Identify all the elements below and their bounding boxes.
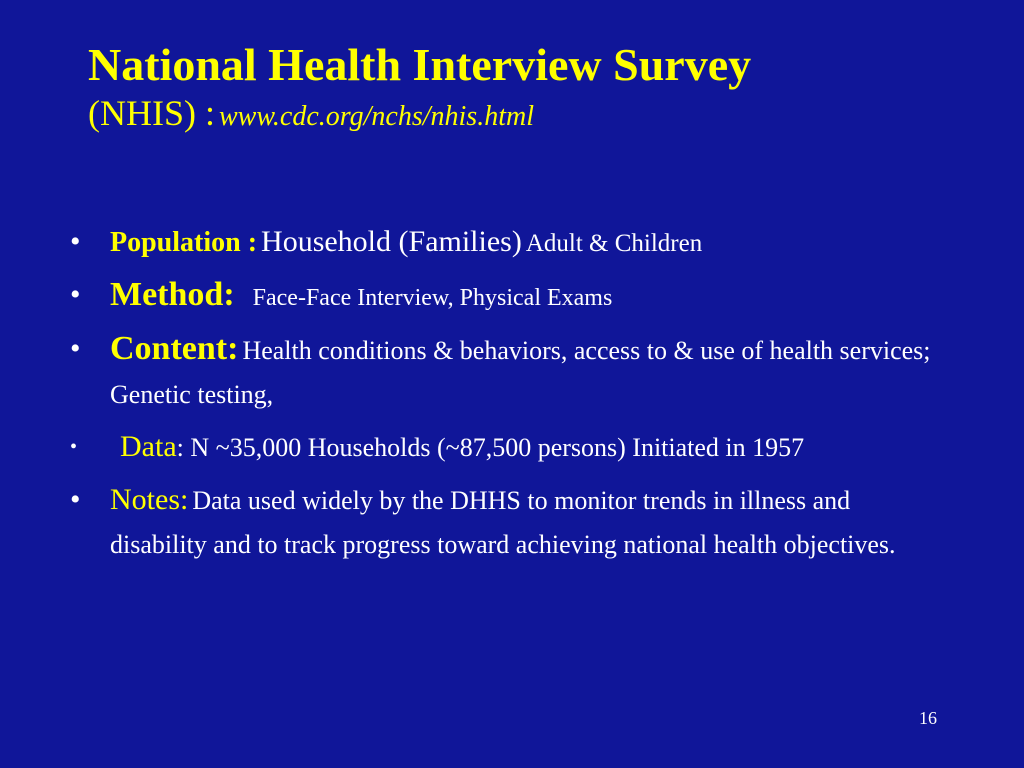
slide-title — [88, 38, 988, 134]
title-acronym: (NHIS) : — [88, 92, 215, 133]
bullet-content — [70, 329, 950, 419]
data-text: : N ~35,000 Households (~87,500 persons) Initiated in 1957 — [176, 433, 805, 462]
population-main: Household (Families) — [261, 225, 522, 258]
content-text: Health conditions & behaviors, access to & use of health services; Genetic testing, — [110, 336, 931, 409]
bullet-dot: • — [70, 332, 81, 365]
page-number: 16 — [919, 708, 937, 728]
notes-text: Data used widely by the DHHS to monitor trends in illness and disability and to track progress toward achieving national health objectives. — [110, 486, 896, 559]
title-line-2 — [88, 92, 988, 134]
data-label: Data — [120, 430, 177, 463]
bullet-notes — [70, 480, 950, 569]
population-label: Population : — [110, 227, 258, 258]
population-extra: Adult & Children — [525, 230, 703, 257]
bullet-dot: • — [70, 225, 81, 258]
bullet-data — [70, 427, 950, 472]
bullet-method — [70, 275, 950, 321]
bullet-population — [70, 222, 950, 267]
notes-label: Notes: — [110, 483, 189, 516]
bullet-list — [70, 222, 950, 577]
method-text: Face-Face Interview, Physical Exams — [252, 285, 613, 311]
content-label: Content: — [110, 330, 239, 367]
title-line-1: National Health Interview Survey — [88, 39, 752, 90]
bullet-dot: • — [70, 278, 81, 311]
bullet-dot: • — [70, 436, 78, 458]
bullet-dot: • — [70, 483, 81, 516]
title-url: www.cdc.org/nchs/nhis.html — [218, 100, 534, 132]
method-label: Method: — [110, 276, 235, 313]
